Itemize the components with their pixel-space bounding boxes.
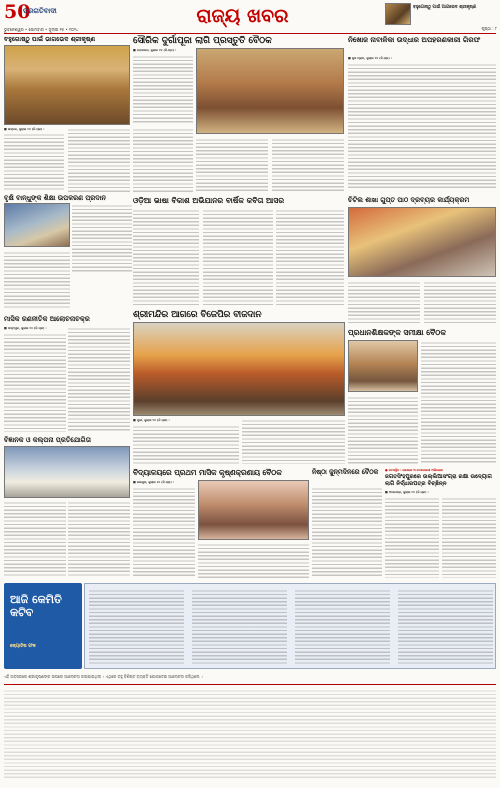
zodiac-col-3	[295, 588, 390, 666]
story1-body	[4, 132, 64, 192]
story1-body-2	[68, 127, 130, 192]
story12-body	[385, 496, 439, 578]
zodiac-col-4	[398, 588, 493, 666]
story3-byline: ■ କୁଳ ଗ୍ରାମ, ଜୁଲାଇ ୧୪ (ନି.ପ୍ର) :	[348, 56, 392, 60]
story4-body-2	[4, 250, 70, 310]
story9-byline: ■ ପଦ୍ମପୁର, ଜୁଲାଇ ୧୪ (ନି.ପ୍ର) :	[4, 326, 47, 330]
story9-body-2	[68, 326, 130, 432]
horoscope-box	[4, 583, 82, 669]
story2-photo	[196, 48, 344, 134]
footer-snippet: ଏହି ଅବସରରେ ଶ୍ରୀକୃଷ୍ଣଙ୍କ ଉପରେ ଆଲୋଚନା କରାଯାଇଥିଲା । ଏଥିରେ ବହୁ ବିଶିଷ୍ଟ ବ୍ୟକ୍ତି ଯୋଗଦେଇ ଆଲୋଚନା କରିଥିଲେ ।	[4, 674, 203, 679]
headline-12-kicker: ● କଟକସ୍ଥିତ : ଶେଷରେ ୩ ବେସରକାରୀ ଅଭିଯୋଗ	[385, 468, 443, 472]
story10-byline: ■ ଜାଜପୁର, ଜୁଲାଇ ୧୪ (ନି.ପ୍ର) :	[133, 480, 174, 484]
headline-11: ନିଷ୍ଠା ଜୁନ୍ମଦିନରେ ବୈଠକ	[312, 468, 379, 476]
story2-body	[133, 54, 193, 124]
story4-photo	[4, 203, 70, 247]
story6-body-2	[424, 280, 496, 324]
masthead-rule	[4, 33, 496, 34]
story13-photo	[4, 446, 130, 498]
headline-9: ମାସିକ ରଣନୀତିକ ଆଲୋଚନାଚକ୍ର	[4, 315, 90, 323]
headline-10: ବିଦ୍ୟାଳୟରେ ପ୍ରଥମ ମାସିକ କୃଷ୍ଣକ୍ରଣାୟ ବୈଠକ	[133, 468, 282, 477]
logo-number: 50	[4, 1, 31, 23]
story6-body	[348, 280, 420, 324]
story10-body-2	[198, 542, 309, 578]
story2-body-3	[272, 137, 344, 192]
zodiac-panel	[84, 583, 496, 669]
headline-13: ବିଜ୍ଞାନକ ଓ କଲ୍ପନା ପ୍ରତିଯୋଗିତା	[4, 436, 91, 444]
story1-body-3	[133, 127, 193, 192]
logo-badge	[4, 1, 57, 27]
footer-rule	[4, 684, 496, 685]
story1-photo	[4, 45, 130, 125]
story13-body-2	[68, 500, 130, 578]
masthead-promo-text: ବହୁଗୋଷ୍ଠୁ ପାଇଁ ଆଗଭେଦ ଶ୍ରୀକୃଷ୍ଣ	[413, 5, 477, 10]
horoscope-title: ଆଜି କେମିତି କଟିବ	[10, 593, 62, 619]
masthead	[0, 0, 500, 33]
brand-name: ପ୍ରଗତିବାଦୀ	[23, 7, 57, 15]
story7-byline: ■ ପୁରୀ, ଜୁଲାଇ ୧୪ (ନି.ପ୍ର) :	[133, 418, 170, 422]
story5-body	[133, 208, 199, 306]
story5-body-3	[276, 208, 344, 306]
story9-body	[4, 332, 66, 432]
section-title: ରାଜ୍ୟ ଖବର	[196, 5, 289, 27]
story8-photo	[348, 340, 418, 392]
story2-byline: ■ ଧାମନଗର, ଜୁଲାଇ ୧୪ (ନି.ପ୍ର) :	[133, 48, 177, 52]
headline-7: ଶ୍ରୀମନ୍ଦିର ଆଗରେ ବିଜେପିର ବୀଜଦାନ	[133, 310, 262, 320]
zodiac-col-2	[192, 588, 287, 666]
page-label: ପୃଷ୍ଠା : ୮	[481, 26, 497, 31]
footer-body	[4, 688, 496, 780]
headline-8: ପ୍ରଧାନଶିକ୍ଷକଙ୍କ ସମୀକ୍ଷା ବୈଠକ	[348, 328, 446, 337]
story10-photo	[198, 480, 309, 540]
story5-body-2	[203, 208, 273, 306]
headline-3: ନିଖୋଜ ନାବାଳିକା ଉଦ୍ଧାର ଅପହରଣକାରୀ ଗିରଫ	[348, 36, 481, 44]
headline-5: ଓଡ଼ିଆ ଭାଷା ବିକାଶ ଅଭିଯାନର ବାର୍ଷିକ କବିତା ଆସର	[133, 196, 285, 205]
story8-body	[421, 340, 496, 464]
story13-body	[4, 500, 66, 578]
story3-body	[348, 62, 496, 190]
story7-body	[133, 424, 239, 464]
story2-body-2	[196, 137, 268, 192]
headline-4: ବୃକ୍ଷି ବାନ୍ଧୁଙ୍କ ଶିକ୍ଷା ଉପକରଣ ପ୍ରଦାନ	[4, 194, 106, 202]
story7-photo	[133, 322, 345, 416]
story7-body-2	[242, 418, 345, 464]
zodiac-col-1	[89, 588, 184, 666]
story4-body	[72, 203, 132, 273]
masthead-promo-image	[385, 3, 411, 25]
story12-body-2	[442, 496, 496, 578]
headline-12: ଜଗତସିଂହପୁରରେ ଉଲ୍ଲିଆସଂଗ୍ରା ରକ୍ଷା ଉଦ୍ୟୋଗ ଲାଗି ନିର୍ଦ୍ଧାରପତ୍ର ବିଚ୍ଛିନ୍ନ	[385, 474, 492, 487]
story6-photo	[348, 207, 496, 277]
headline-1: ବହୁଗୋଷ୍ଠୁ ପାଇଁ ଭାଗଭେଦ ଶ୍ରୀକୃଷ୍ଣ	[4, 36, 96, 43]
dateline: ଭୁବନେଶ୍ୱର • ସୋମବାର • ଜୁଲାଇ ୧୫ • ୨୦୨୪	[4, 27, 79, 32]
story12-byline: ■ ଅଗରପଡ଼ା, ଜୁଲାଇ ୧୪ (ନି.ପ୍ର) :	[385, 490, 429, 494]
story1-byline: ■ ଭଦ୍ରକ, ଜୁଲାଇ ୧୪ (ନି.ପ୍ର) :	[4, 127, 45, 131]
horoscope-subtitle: ଜ୍ୟୋତିଷ ଫଳ	[10, 644, 36, 649]
story11-body	[312, 486, 382, 578]
story10-body	[133, 486, 195, 578]
headline-2: ସୌରିକ ଦୁର୍ଗାପୂଜା ଲାଗି ପ୍ରସ୍ତୁତି ବୈଠକ	[133, 36, 272, 46]
headline-6: ଚିଟିଲ ଶାଖା ଗୁପ୍ତ ପାଠ ଦ୍ରବ୍ୟର କାର୍ଯ୍ୟକ୍ରମ	[348, 196, 470, 204]
story8-body-2	[348, 395, 418, 464]
